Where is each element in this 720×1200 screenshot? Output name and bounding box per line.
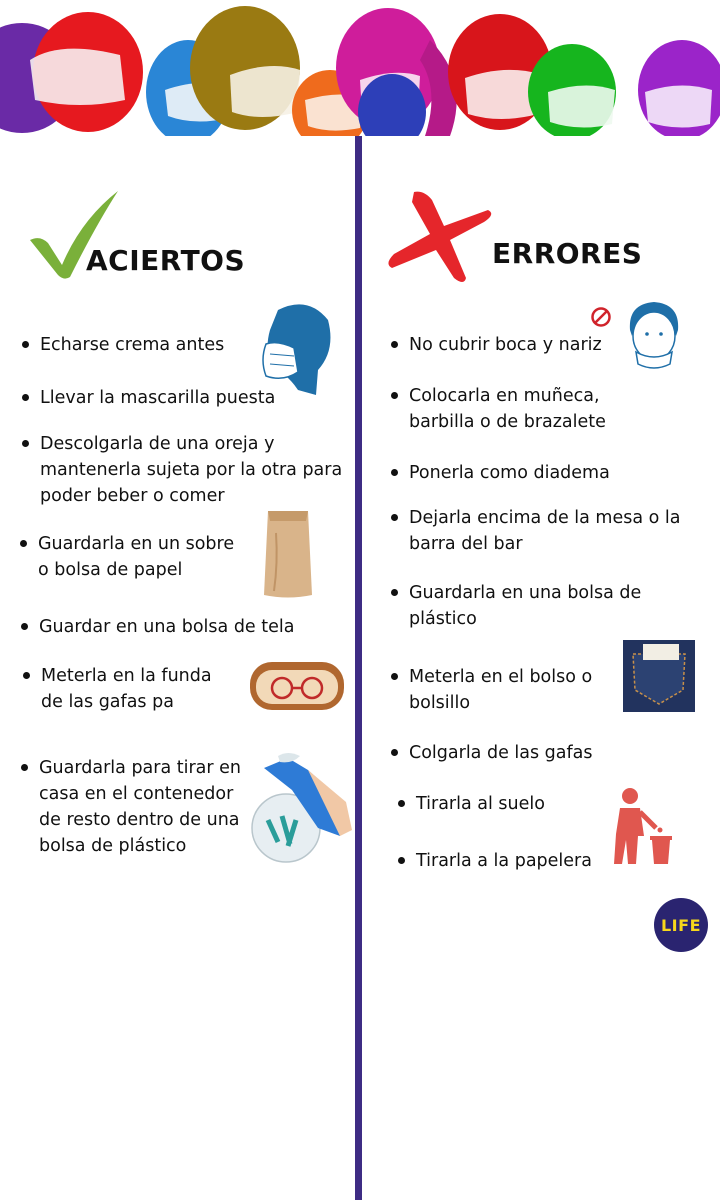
errores-heading: ERRORES [492, 237, 643, 270]
bullet-icon [22, 394, 29, 401]
bullet-icon [398, 800, 405, 807]
bullet-icon [391, 514, 398, 521]
bullet-icon [391, 341, 398, 348]
bullet-icon [391, 392, 398, 399]
bullet-icon [398, 857, 405, 864]
aciertos-heading: ACIERTOS [86, 244, 246, 277]
bullet-icon [391, 589, 398, 596]
jeans-pocket-icon [623, 640, 695, 712]
people-with-masks-banner [0, 0, 720, 136]
person-wearing-mask-icon [258, 300, 333, 400]
cross-mark-icon [384, 190, 496, 285]
litter-person-icon [608, 784, 678, 868]
bullet-icon [22, 341, 29, 348]
no-symbol-icon [590, 306, 612, 328]
glasses-case-icon [248, 658, 346, 714]
column-divider [355, 136, 362, 1200]
face-mask-under-chin-icon [622, 300, 686, 372]
bullet-icon [20, 540, 27, 547]
bullet-icon [23, 672, 30, 679]
glove-and-bag-icon [248, 750, 352, 865]
paper-bag-icon [258, 503, 318, 601]
life-logo: LIFE [654, 898, 708, 952]
bullet-icon [391, 749, 398, 756]
bullet-icon [21, 764, 28, 771]
bullet-icon [391, 469, 398, 476]
bullet-icon [391, 673, 398, 680]
bullet-icon [21, 623, 28, 630]
bullet-icon [22, 440, 29, 447]
